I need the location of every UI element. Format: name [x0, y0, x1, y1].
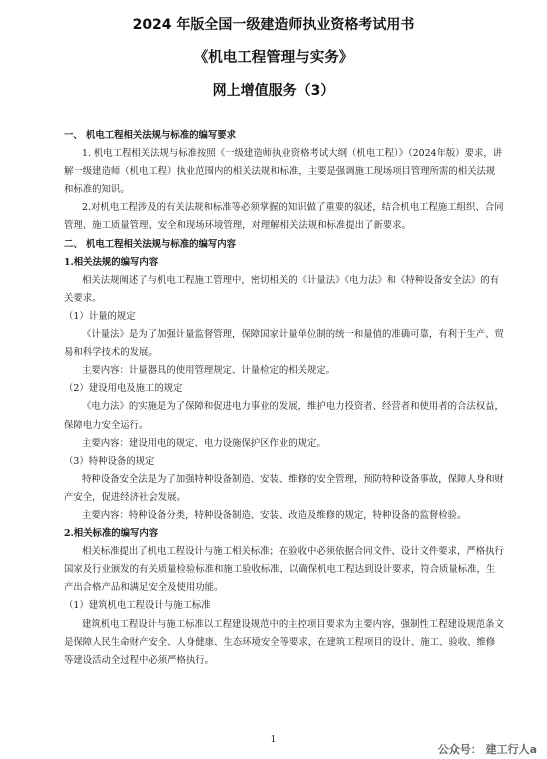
service-title: 网上增值服务（3） — [212, 83, 335, 99]
page-number: 1 — [270, 735, 277, 745]
section-2-1-a-heading: （1）计量的规定 — [64, 310, 136, 322]
section-2-1-b-paragraph-1: 《电力法》的实施是为了保障和促进电力事业的发展，维护电力投资者、经营者和使用者的合法权益，保障电力安全运行。 — [64, 401, 504, 431]
document-body — [64, 127, 504, 670]
section-2-2-a-paragraph-1: 建筑机电工程设计与施工标准以工程建设规范中的主控项目要求为主要内容，强制性工程建设规范条文是保障人民生命财产安全、人身健康、生态环境安全等要求，在建筑工程项目的设计、施工、验收、维修等建设活动全过程中必须严格执行。 — [64, 618, 504, 666]
section-2-1-c-paragraph-1: 特种设备安全法是为了加强特种设备制造、安装、维修的安全管理，预防特种设备事故，保障人身和财产安全，促进经济社会发展。 — [64, 473, 504, 503]
section-2-1-c-paragraph-2: 主要内容：特种设备分类，特种设备制造、安装、改造及维修的规定，特种设备的监督检验。 — [82, 509, 467, 521]
section-2-heading: 二、 机电工程相关法规与标准的编写内容 — [64, 238, 237, 250]
section-2-2-intro: 相关标准提出了机电工程设计与施工相关标准；在验收中必须依据合同文件、设计文件要求，严格执行国家及行业颁发的有关质量检验标准和施工验收标准，以确保机电工程达到设计要求，符合质量标准，生产出合格产品和满足安全及使用功能。 — [64, 546, 504, 594]
section-2-1-intro: 相关法规阐述了与机电工程施工管理中，密切相关的《计量法》《电力法》和《特种设备安全法》的有关要求。 — [64, 274, 500, 304]
section-2-1-b-paragraph-2: 主要内容：建设用电的规定、电力设施保护区作业的规定。 — [82, 437, 326, 449]
section-2-2-heading: 2.相关标准的编写内容 — [64, 528, 159, 540]
section-2-1-a-paragraph-1: 《计量法》是为了加强计量监督管理，保障国家计量单位制的统一和量值的准确可靠，有利于生产、贸易和科学技术的发展。 — [64, 329, 504, 359]
section-1-heading: 一、 机电工程相关法规与标准的编写要求 — [64, 130, 237, 141]
watermark-text: 公众号： 建工行人a — [437, 743, 537, 756]
book-series-title: 2024 年版全国一级建造师执业资格考试用书 — [132, 17, 415, 33]
section-2-1-c-heading: （3）特种设备的规定 — [64, 455, 155, 467]
book-title: 《机电工程管理与实务》 — [193, 50, 354, 66]
section-1-paragraph-1: 1. 机电工程相关法规与标准按照《一级建造师执业资格考试大纲（机电工程）》（2024年版）要求，讲解一级建造师（机电工程）执业范围内的相关法规和标准，主要是强调施工现场项目管理所需的相关法规和标准的知识。 — [64, 148, 503, 196]
section-2-1-heading: 1.相关法规的编写内容 — [64, 256, 159, 268]
section-2-2-a-heading: （1）建筑机电工程设计与施工标准 — [64, 600, 211, 612]
section-1-paragraph-2: 2.对机电工程涉及的有关法规和标准等必须掌握的知识做了重要的叙述，结合机电工程施工组织、合同管理、施工质量管理、安全和现场环境管理，对理解相关法规和标准提出了新要求。 — [64, 202, 504, 232]
section-2-1-a-paragraph-2: 主要内容：计量器具的使用管理规定、计量检定的相关规定。 — [82, 365, 336, 377]
section-2-1-b-heading: （2）建设用电及施工的规定 — [64, 383, 183, 395]
